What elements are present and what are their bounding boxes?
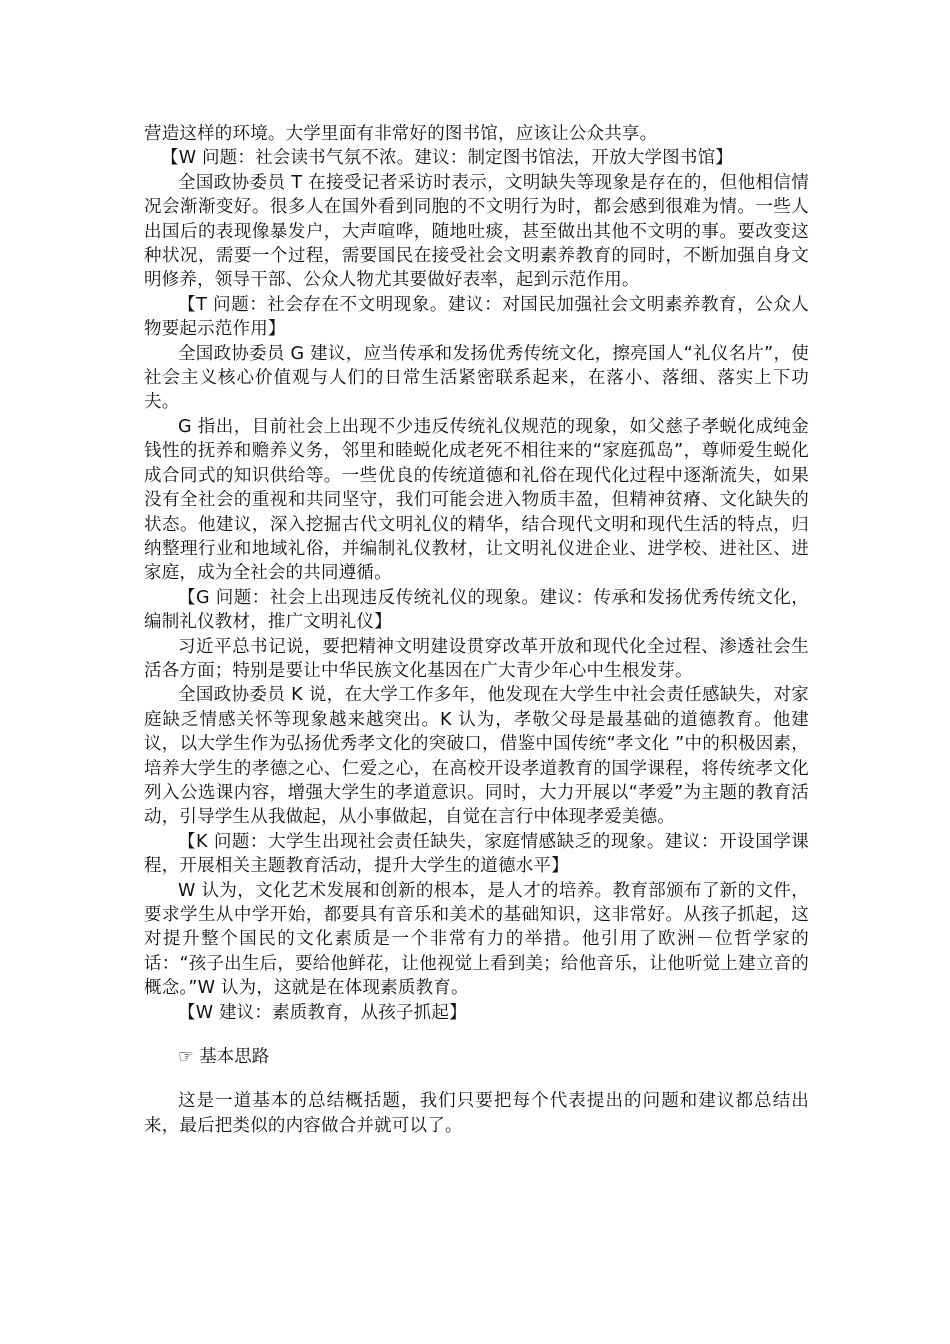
- section-heading: [144, 1045, 809, 1069]
- document-page: [144, 122, 809, 1138]
- summary-k-filial: 【K 问题：大学生出现社会责任缺失，家庭情感缺乏的现象。建议：开设国学课程，开展相关主题教育活动，提升大学生的道德水平】: [144, 831, 809, 877]
- paragraph-g-tradition: 全国政协委员 G 建议，应当传承和发扬优秀传统文化，擦亮国人“礼仪名片”，使社会主义核心价值观与人们的日常生活紧密联系起来，在落小、落细、落实上下功夫。: [144, 343, 809, 413]
- summary-g-etiquette: 【G 问题：社会上出现违反传统礼仪的现象。建议：传承和发扬优秀传统文化，编制礼仪教材，推广文明礼仪】: [144, 587, 809, 633]
- paragraph-library-context: 营造这样的环境。大学里面有非常好的图书馆，应该让公众共享。: [144, 124, 658, 144]
- paragraph-xi-quote: 习近平总书记说，要把精神文明建设贯穿改革开放和现代化全过程、渗透社会生活各方面；特别是要让中华民族文化基因在广大青少年心中生根发芽。: [144, 636, 809, 681]
- summary-t-civility: 【T 问题：社会存在不文明现象。建议：对国民加强社会文明素养教育，公众人物要起示范作用】: [144, 294, 809, 340]
- section-title: 基本思路: [199, 1047, 270, 1068]
- summary-w-arts: 【W 建议：素质教育，从孩子抓起】: [178, 1002, 467, 1023]
- paragraph-k-filial: 全国政协委员 K 说，在大学工作多年，他发现在大学生中社会责任感缺失，对家庭缺乏情感关怀等现象越来越突出。K 认为，孝敬父母是最基础的道德教育。他建议，以大学生作为弘扬优秀孝文化的突破口，借鉴中国传统“孝文化 ”中的积极因素，培养大学生的孝德之心、仁爱之心，在高校开设孝道教育的国学课程，将传统孝文化列入公选课内容，增强大学生的孝道意识。同时，大力开展以“孝爱”为主题的教育活动，引导学生从我做起，从小事做起，自觉在言行中体现孝爱美德。: [144, 685, 809, 828]
- pointing-hand-icon: ☞: [178, 1047, 194, 1068]
- paragraph-g-etiquette: G 指出，目前社会上出现不少违反传统礼仪规范的现象，如父慈子孝蜕化成纯金钱性的抚养和赡养义务，邻里和睦蜕化成老死不相往来的“家庭孤岛”，尊师爱生蜕化成合同式的知识供给等。一些优良的传统道德和礼俗在现代化过程中逐渐流失，如果没有全社会的重视和共同坚守，我们可能会进入物质丰盈，但精神贫瘠、文化缺失的状态。他建议，深入挖掘古代文明礼仪的精华，结合现代文明和现代生活的特点，归纳整理行业和地域礼俗，并编制礼仪教材，让文明礼仪进企业、进学校、进社区、进家庭，成为全社会的共同遵循。: [144, 416, 809, 584]
- paragraph-w-arts: W 认为，文化艺术发展和创新的根本，是人才的培养。教育部颁布了新的文件，要求学生从中学开始，都要具有音乐和美术的基础知识，这非常好。从孩子抓起，这对提升整个国民的文化素质是一个非常有力的举措。他引用了欧洲－位哲学家的话：“孩子出生后，要给他鲜花，让他视觉上看到美；给他音乐，让他听觉上建立音的概念。”W 认为，这就是在体现素质教育。: [144, 880, 809, 999]
- paragraph-t-civility: 全国政协委员 T 在接受记者采访时表示，文明缺失等现象是存在的，但他相信情况会渐渐变好。很多人在国外看到同胞的不文明行为时，都会感到很难为情。一些人出国后的表现像暴发户，大声喧哗，随地吐痰，甚至做出其他不文明的事。要改变这种状况，需要一个过程，需要国民在接受社会文明素养教育的同时，不断加强自身文明修养，领导干部、公众人物尤其要做好表率，起到示范作用。: [144, 172, 809, 291]
- conclusion-paragraph: 这是一道基本的总结概括题，我们只要把每个代表提出的问题和建议都总结出来，最后把类似的内容做合并就可以了。: [144, 1091, 809, 1136]
- summary-w-reading: 【W 问题：社会读书气氛不浓。建议：制定图书馆法，开放大学图书馆】: [161, 148, 733, 169]
